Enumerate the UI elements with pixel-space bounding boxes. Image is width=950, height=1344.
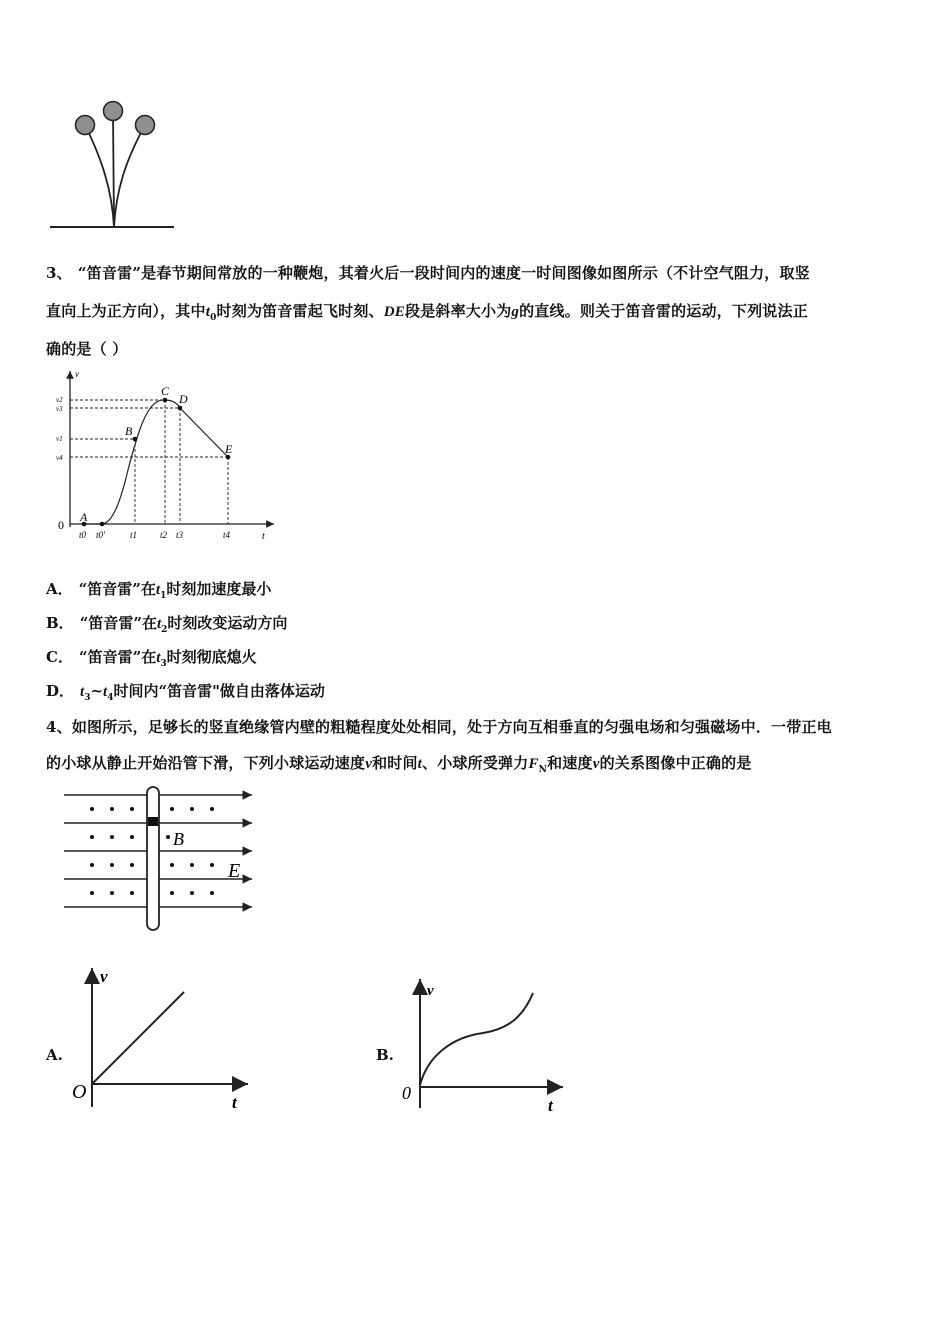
q4a-line bbox=[92, 992, 184, 1084]
insulating-tube bbox=[147, 787, 159, 930]
q3-option-b-letter: B． bbox=[46, 614, 74, 632]
q3-label-v3: v3 bbox=[56, 405, 63, 413]
q4-F-sub: N bbox=[538, 765, 548, 775]
q3-option-c[interactable] bbox=[46, 646, 257, 669]
q3-option-a-post: 时刻加速度最小 bbox=[166, 580, 272, 598]
q3-g: g bbox=[511, 304, 520, 320]
q4b-axis-v-label: v bbox=[427, 983, 434, 999]
stem-right bbox=[114, 127, 144, 227]
q3-option-d-t2: t bbox=[103, 684, 108, 700]
ball-mid bbox=[104, 102, 123, 121]
q3-option-d-sub2: 4 bbox=[107, 693, 114, 703]
q3-option-d-letter: D． bbox=[46, 682, 75, 700]
q3-line1 bbox=[46, 262, 810, 283]
q4-option-a-graph[interactable] bbox=[70, 962, 260, 1117]
q3-label-v4: v4 bbox=[56, 454, 63, 462]
q3-label-D: D bbox=[179, 392, 188, 406]
q3-line2-pre: 直向上为正方向），其中 bbox=[46, 302, 206, 320]
q3-option-d-t: t bbox=[80, 684, 85, 700]
q3-option-b-pre: “笛音雷”在 bbox=[79, 614, 157, 632]
charged-ball bbox=[148, 817, 158, 826]
q4-line1-text: 4、如图所示，足够长的竖直绝缘管内壁的粗糙程度处处相同，处于方向互相垂直的匀强电场和匀强磁场中．一带正电 bbox=[46, 718, 832, 736]
q3-option-d-mid: ~ bbox=[90, 682, 104, 700]
q3-option-b-t: t bbox=[156, 616, 162, 632]
q3-option-c-sub: 3 bbox=[160, 659, 167, 669]
q4-F: F bbox=[528, 756, 539, 772]
q3-axis-v-label: v bbox=[75, 369, 79, 379]
q4b-origin: 0 bbox=[402, 1083, 411, 1103]
q3-de: DE bbox=[383, 304, 405, 320]
q4-v2: v bbox=[592, 756, 600, 772]
q3-line2-mid: 时刻为笛音雷起飞时刻、 bbox=[216, 302, 384, 320]
q3-label-E: E bbox=[225, 442, 233, 456]
q3-origin: 0 bbox=[58, 518, 64, 532]
q3-point-A2 bbox=[100, 522, 105, 527]
q3-line1-text: “笛音雷”是春节期间常放的一种鞭炮，其着火后一段时间内的速度一时间图像如图所示（不计空气阻力，取竖 bbox=[77, 264, 810, 282]
stem-left bbox=[86, 127, 114, 227]
q4-option-b-graph[interactable] bbox=[398, 975, 573, 1120]
q3-vt-graph bbox=[52, 365, 284, 547]
q3-t0: t bbox=[205, 304, 211, 320]
q3-vt-curve bbox=[82, 400, 228, 524]
q3-option-b-post: 时刻改变运动方向 bbox=[167, 614, 288, 632]
q3-label-A: A bbox=[80, 510, 88, 524]
q3-line3-text: 确的是（ ） bbox=[46, 340, 128, 358]
ball-left bbox=[76, 116, 95, 135]
q4b-axis-t-label: t bbox=[548, 1096, 553, 1115]
q4-option-b-letter[interactable]: B. bbox=[376, 1046, 394, 1064]
q3-label-C: C bbox=[161, 384, 170, 398]
field-B-label: B bbox=[173, 829, 184, 849]
q3-option-a-pre: “笛音雷”在 bbox=[78, 580, 156, 598]
q3-option-b[interactable] bbox=[46, 612, 287, 635]
q4-option-a-letter[interactable]: A. bbox=[46, 1046, 63, 1064]
q3-label-v1: v1 bbox=[56, 435, 63, 443]
q3-option-c-letter: C． bbox=[46, 648, 73, 666]
q3-option-a-sub: 1 bbox=[160, 591, 167, 601]
q3-number: 3、 bbox=[46, 264, 72, 282]
q4-field-figure bbox=[60, 785, 260, 935]
q3-option-c-post: 时刻彻底熄火 bbox=[166, 648, 257, 666]
q3-label-B: B bbox=[125, 424, 133, 438]
field-E-label: E bbox=[228, 860, 241, 882]
q4-t: t bbox=[417, 756, 423, 772]
stem-mid bbox=[113, 113, 114, 227]
q3-option-c-t: t bbox=[156, 650, 161, 666]
q3-option-d-post: 时间内“笛音雷"做自由落体运动 bbox=[113, 682, 325, 700]
q3-option-a-t: t bbox=[155, 582, 161, 598]
q4-line2-mid2: 、小球所受弹力 bbox=[422, 754, 529, 772]
q4-line1 bbox=[46, 716, 832, 737]
q3-point-C bbox=[163, 398, 168, 403]
q3-point-B bbox=[133, 437, 138, 442]
ball-right bbox=[136, 116, 155, 135]
q3-label-v2: v2 bbox=[56, 396, 63, 404]
q3-t0-sub: 0 bbox=[210, 313, 217, 323]
q3-label-t1: t1 bbox=[130, 530, 138, 540]
q3-line3 bbox=[46, 338, 127, 359]
q3-axis-t-label: t bbox=[262, 531, 265, 542]
q3-option-a-letter: A． bbox=[46, 580, 73, 598]
q4a-origin: O bbox=[72, 1081, 87, 1103]
q3-line2-mid2: 段是斜率大小为 bbox=[405, 302, 512, 320]
q4-line2-mid3: 和速度 bbox=[547, 754, 593, 772]
q3-option-c-pre: “笛音雷”在 bbox=[78, 648, 157, 666]
q3-line2 bbox=[46, 300, 808, 323]
q4-v: v bbox=[365, 756, 373, 772]
q4-line2-pre: 的小球从静止开始沿管下滑，下列小球运动速度 bbox=[46, 754, 366, 772]
q3-option-a[interactable] bbox=[46, 578, 271, 601]
q3-option-d-sub: 3 bbox=[84, 693, 91, 703]
q4b-curve bbox=[420, 993, 533, 1085]
q3-point-D bbox=[178, 406, 183, 411]
q4a-axis-v-label: v bbox=[100, 967, 108, 986]
q4-line2 bbox=[46, 752, 752, 775]
q3-label-t4: t4 bbox=[223, 530, 231, 540]
q3-label-t3: t3 bbox=[176, 530, 184, 540]
q3-option-d[interactable] bbox=[46, 680, 325, 703]
q4a-axis-t-label: t bbox=[232, 1093, 237, 1112]
q4-line2-mid: 和时间 bbox=[372, 754, 418, 772]
firework-figure bbox=[44, 95, 179, 235]
q3-line2-post: 的直线。则关于笛音雷的运动，下列说法正 bbox=[519, 302, 808, 320]
q4-line2-post: 的关系图像中正确的是 bbox=[599, 754, 752, 772]
q3-label-t2: t2 bbox=[160, 530, 168, 540]
q3-option-b-sub: 2 bbox=[161, 625, 168, 635]
q3-label-t0: t0 bbox=[79, 530, 87, 540]
q3-label-t0p: t0' bbox=[96, 530, 105, 540]
